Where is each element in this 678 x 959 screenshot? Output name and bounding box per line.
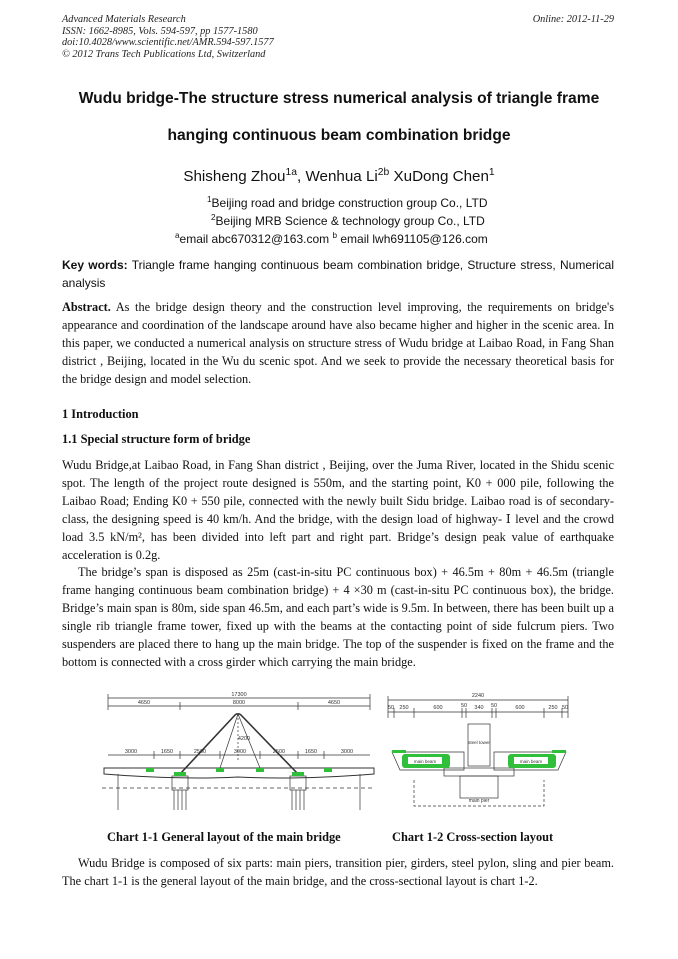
journal-doi: doi:10.4028/www.scientific.net/AMR.594-597.1577 [62,37,274,49]
authors [0,168,678,185]
abstract [62,298,614,388]
journal-name: Advanced Materials Research [62,14,186,25]
paper-title-line1: Wudu bridge-The structure stress numerical analysis of triangle frame [78,90,600,107]
dim-e: 2500 [272,749,286,755]
figure-2-caption: Chart 1-2 Cross-section layout [392,830,554,844]
figure-cross-section [384,688,576,824]
online-date: Online: 2012-11-29 [532,14,614,25]
cross-dim-6: 600 [515,705,525,711]
keywords-text: Triangle frame hanging continuous beam combination bridge, Structure stress, Numerical analysis [62,258,615,290]
label-steel-tower: steel tower [468,740,490,745]
cross-dim-1: 250 [399,705,409,711]
paragraph-1: Wudu Bridge,at Laibao Road, in Fang Shan district , Beijing, over the Juma River, located in the Shidu scenic spot. The length of the project route designed is 550m, and the starting point, K0 + 000 pile, following the Laibao Road; Ending K0 + 550 pile, connected with the newly built Sidu bridge. Laibao road is of secondary-class, the designing speed is 40 km/h. And the bridge, with the design load of highway- Ⅰ level and the crowd load 3.5 kN/m², has been divided into left part and right part. Bridge’s design peak value of earthquake acceleration is 0.2g. [62,458,614,563]
author-1: Shisheng Zhou [183,168,286,185]
dim-g: 3000 [340,749,354,755]
cross-dim-0: 50 [387,705,395,711]
affiliation-2-sup: 2 [211,213,216,222]
cross-dim-4: 340 [474,705,484,711]
journal-header [62,14,274,60]
paper-title-line2: hanging continuous beam combination bridge [167,127,511,144]
dim-right-span: 4650 [327,700,341,706]
author-1-sup: 1a [285,166,297,178]
dim-h: 4200 [237,736,251,742]
label-main-pier: main pier [468,798,490,804]
dim-c: 2500 [193,749,207,755]
journal-copyright: © 2012 Trans Tech Publications Ltd, Switzerland [62,48,266,60]
cross-section-drawing [384,688,576,824]
cross-dim-8: 50 [561,705,569,711]
section-1-1-heading: 1.1 Special structure form of bridge [62,432,251,446]
keywords [62,256,614,292]
author-3-sup: 1 [488,166,495,178]
cross-dim-5: 50 [490,703,498,709]
email-a-sup: a [175,231,180,240]
dim-left-span: 4650 [137,700,151,706]
cross-dim-total: 2240 [471,693,485,699]
email-b-sup: b [332,231,338,240]
figure-1-caption: Chart 1-1 General layout of the main bridge [107,830,341,844]
affiliation-1 [207,196,487,210]
paragraph-2: The bridge’s span is disposed as 25m (cast-in-situ PC continuous box) + 46.5m + 80m + 46.5m (triangle frame hanging continuous beam combination bridge) + 4 ×30 m (cast-in-situ PC continuous box), the bridge. Bridge’s main span is 80m, side span 46.5m, and each part’s wide is 9.5m. In between, there has been built up a single rib triangle frame tower, fixed up with the beams at the contacting point of side fulcrum piers. Two suspenders are placed there to hang up the main bridge. The top of the suspender is fixed on the frame and the bottom is connected with a cross girder which carrying the main bridge. [62,565,614,670]
journal-issn: ISSN: 1662-8985, Vols. 594-597, pp 1577-1580 [62,25,258,37]
dim-a: 3000 [124,749,138,755]
emails [175,232,488,246]
author-3: XuDong Chen [389,168,489,185]
abstract-text: As the bridge design theory and the construction level improving, the requirements on bridge's appearance and coordination of the landscape around have also became higher and higher in the scenic area. In this paper, we conducted a numerical analysis on structure stress of Wudu bridge at Laibao Road, in Fang Shan district , Beijing, located in the Wu du scenic spot. And we seek to provide the necessary theoretical basis for the bridge design and model selection. [62,300,614,387]
dim-d: 3000 [233,749,247,755]
cross-dim-2: 600 [433,705,443,711]
keywords-label: Key words: [62,258,128,272]
bridge-elevation-drawing [98,688,378,824]
abstract-label: Abstract. [62,300,111,314]
figure-general-layout [98,688,378,824]
affiliation-2-text: Beijing MRB Science & technology group Co., LTD [215,214,485,228]
dim-f: 1650 [304,749,318,755]
dim-total: 17300 [231,692,247,698]
label-main-beam-right: main beam [519,759,543,764]
cross-dim-3: 50 [460,703,468,709]
email-a[interactable]: email abc670312@163.com [179,232,330,246]
author-2: , Wenhua Li [297,168,378,185]
label-main-beam-left: main beam [413,759,437,764]
email-b[interactable]: email lwh691105@126.com [337,232,488,246]
affiliation-2 [211,214,485,228]
cross-dim-7: 250 [548,705,558,711]
author-2-sup: 2b [377,166,390,178]
dim-center-span: 8000 [232,700,246,706]
paragraph-3: Wudu Bridge is composed of six parts: main piers, transition pier, girders, steel pylon, sling and pier beam. The chart 1-1 is the general layout of the main bridge, and the cross-sectional layout is chart 1-2. [62,856,614,889]
section-1-heading: 1 Introduction [62,407,139,421]
affiliation-1-sup: 1 [207,195,212,204]
dim-b: 1650 [160,749,174,755]
affiliation-1-text: Beijing road and bridge construction group Co., LTD [211,196,488,210]
